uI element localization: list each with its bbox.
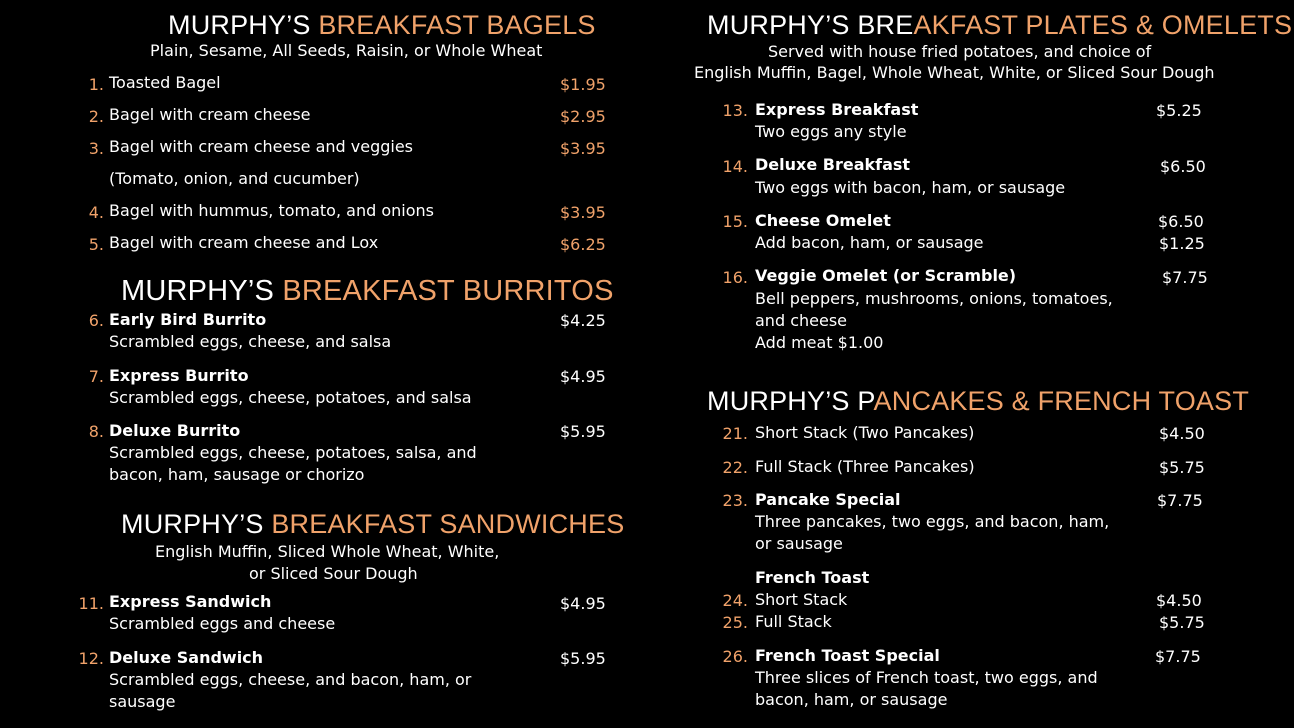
item-number: 24. — [722, 591, 748, 610]
plates-subtitle: English Muffin, Bagel, Whole Wheat, White, or Sliced Sour Dough — [694, 63, 1215, 82]
item-description: Add bacon, ham, or sausage — [755, 233, 984, 252]
item-number: 25. — [722, 613, 748, 632]
item-number: 15. — [722, 212, 748, 231]
item-price: $5.75 — [1159, 613, 1205, 632]
item-price: $4.50 — [1156, 591, 1202, 610]
item-number: 2. — [88, 107, 104, 126]
item-name: Cheese Omelet — [755, 211, 891, 230]
bagels-subtitle: Plain, Sesame, All Seeds, Raisin, or Whole Wheat — [150, 41, 543, 60]
bagels-heading-accent: BREAKFAST BAGELS — [318, 10, 596, 40]
item-price: $6.50 — [1160, 157, 1206, 176]
item-number: 26. — [722, 647, 748, 666]
item-number: 6. — [88, 311, 104, 330]
item-name: Short Stack (Two Pancakes) — [755, 423, 975, 442]
item-number: 8. — [88, 422, 104, 441]
item-number: 21. — [722, 424, 748, 443]
item-note: (Tomato, onion, and cucumber) — [109, 169, 360, 188]
plates-heading-white-2: BRE — [857, 10, 914, 40]
burritos-heading-white: MURPHY’S — [121, 275, 283, 307]
french-toast-label: French Toast — [755, 568, 870, 587]
item-price: $4.50 — [1159, 424, 1205, 443]
item-name: Express Burrito — [109, 366, 249, 385]
item-price: $2.95 — [560, 107, 606, 126]
item-price: $5.75 — [1159, 458, 1205, 477]
item-name: Deluxe Breakfast — [755, 155, 911, 174]
item-name: Short Stack — [755, 590, 848, 609]
bagels-heading — [168, 10, 596, 40]
item-name: Full Stack (Three Pancakes) — [755, 457, 975, 476]
item-description: Three slices of French toast, two eggs, and — [755, 668, 1098, 687]
item-description: Scrambled eggs, cheese, potatoes, salsa, and — [109, 443, 477, 462]
item-price: $3.95 — [560, 203, 606, 222]
pancakes-heading-accent: ANCAKES & FRENCH TOAST — [873, 386, 1250, 416]
item-addon-price: $1.25 — [1159, 234, 1205, 253]
item-name: Bagel with hummus, tomato, and onions — [109, 201, 434, 220]
item-number: 16. — [722, 268, 748, 287]
item-price: $7.75 — [1155, 647, 1201, 666]
item-name: Bagel with cream cheese and Lox — [109, 233, 379, 252]
item-name: Early Bird Burrito — [109, 310, 267, 329]
item-description: Scrambled eggs and cheese — [109, 614, 336, 633]
item-number: 23. — [722, 491, 748, 510]
item-number: 22. — [722, 458, 748, 477]
item-number: 7. — [88, 367, 104, 386]
item-description: bacon, ham, sausage or chorizo — [109, 465, 365, 484]
sandwiches-heading-accent: BREAKFAST SANDWICHES — [271, 509, 625, 539]
item-price: $7.75 — [1157, 491, 1203, 510]
pancakes-heading — [707, 386, 1249, 416]
item-number: 13. — [722, 101, 748, 120]
sandwiches-subtitle: English Muffin, Sliced Whole Wheat, White, — [155, 542, 500, 561]
item-price: $6.50 — [1158, 212, 1204, 231]
item-price: $7.75 — [1162, 268, 1208, 287]
item-name: Toasted Bagel — [109, 73, 221, 92]
item-description: sausage — [109, 692, 176, 711]
item-price: $4.95 — [560, 367, 606, 386]
sandwiches-subtitle: or Sliced Sour Dough — [249, 564, 418, 583]
item-description: Scrambled eggs, cheese, and salsa — [109, 332, 392, 351]
item-name: Deluxe Sandwich — [109, 648, 264, 667]
item-description: Bell peppers, mushrooms, onions, tomatoes, — [755, 289, 1113, 308]
item-number: 14. — [722, 157, 748, 176]
item-price: $4.25 — [560, 311, 606, 330]
item-number: 3. — [88, 139, 104, 158]
burritos-heading-accent: BREAKFAST BURRITOS — [282, 275, 614, 307]
item-price: $4.95 — [560, 594, 606, 613]
item-price: $3.95 — [560, 139, 606, 158]
item-name: Bagel with cream cheese and veggies — [109, 137, 414, 156]
item-name: Deluxe Burrito — [109, 421, 241, 440]
item-name: Full Stack — [755, 612, 832, 631]
item-description: Scrambled eggs, cheese, potatoes, and salsa — [109, 388, 472, 407]
item-name: Express Sandwich — [109, 592, 272, 611]
item-name: Veggie Omelet (or Scramble) — [755, 266, 1017, 285]
item-description: and cheese — [755, 311, 847, 330]
item-number: 11. — [78, 594, 104, 613]
item-number: 4. — [88, 203, 104, 222]
item-name: Pancake Special — [755, 490, 901, 509]
item-price: $5.95 — [560, 422, 606, 441]
plates-heading — [707, 10, 1292, 40]
item-description: Three pancakes, two eggs, and bacon, ham, — [755, 512, 1110, 531]
item-price: $1.95 — [560, 75, 606, 94]
item-price: $6.25 — [560, 235, 606, 254]
sandwiches-heading — [121, 509, 624, 539]
item-number: 1. — [88, 75, 104, 94]
item-description: Two eggs with bacon, ham, or sausage — [755, 178, 1066, 197]
bagels-heading-white: MURPHY’S — [168, 10, 319, 40]
pancakes-heading-white: MURPHY’S P — [707, 386, 874, 416]
item-description: Add meat $1.00 — [755, 333, 884, 352]
item-description: bacon, ham, or sausage — [755, 690, 948, 709]
item-number: 5. — [88, 235, 104, 254]
item-number: 12. — [78, 649, 104, 668]
item-name: Express Breakfast — [755, 100, 919, 119]
plates-subtitle: Served with house fried potatoes, and choice of — [768, 42, 1152, 61]
burritos-heading — [121, 276, 614, 306]
item-description: Two eggs any style — [755, 122, 907, 141]
sandwiches-heading-white: MURPHY’S — [121, 509, 272, 539]
item-description: or sausage — [755, 534, 843, 553]
item-name: French Toast Special — [755, 646, 940, 665]
item-price: $5.95 — [560, 649, 606, 668]
plates-heading-white: MURPHY’S — [707, 10, 858, 40]
item-name: Bagel with cream cheese — [109, 105, 311, 124]
item-description: Scrambled eggs, cheese, and bacon, ham, or — [109, 670, 472, 689]
plates-heading-accent: AKFAST PLATES & OMELETS — [913, 10, 1293, 40]
item-price: $5.25 — [1156, 101, 1202, 120]
